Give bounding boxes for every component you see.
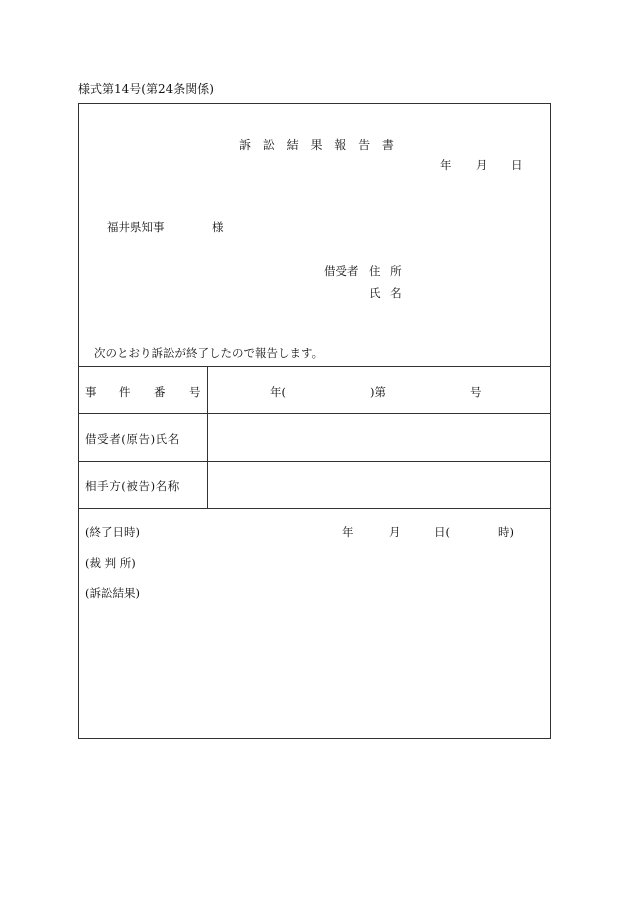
case-number-label-char-2: 件 — [119, 385, 131, 399]
row-divider-3 — [78, 508, 551, 509]
end-time-close: 時) — [498, 525, 514, 539]
end-date-month-label: 月 — [389, 525, 401, 539]
case-number-suffix: 号 — [470, 385, 482, 399]
defendant-name-label: 相手方(被告)名称 — [85, 479, 180, 493]
litigation-result-label: (訴訟結果) — [85, 586, 140, 600]
case-number-label-char-1: 事 — [85, 385, 97, 399]
row-divider-2 — [78, 461, 551, 462]
report-statement: 次のとおり訴訟が終了したので報告します。 — [94, 346, 324, 360]
date-year-label: 年 — [440, 158, 452, 172]
date-day-label: 日 — [511, 158, 523, 172]
case-number-label-char-4: 号 — [189, 385, 201, 399]
case-number-close-no: )第 — [370, 385, 386, 399]
court-label: (裁 判 所) — [85, 556, 136, 570]
table-column-divider — [207, 366, 208, 508]
borrower-name-label: 氏 名 — [369, 286, 405, 300]
form-frame — [78, 103, 551, 739]
case-number-label-char-3: 番 — [154, 385, 166, 399]
plaintiff-name-label: 借受者(原告)氏名 — [85, 432, 180, 446]
table-top-divider — [78, 366, 551, 367]
date-month-label: 月 — [476, 158, 488, 172]
end-date-day-open: 日( — [434, 525, 450, 539]
end-date-year-label: 年 — [342, 525, 354, 539]
case-number-year-open: 年( — [270, 385, 286, 399]
form-number-label: 様式第14号(第24条関係) — [78, 82, 214, 96]
row-divider-1 — [78, 413, 551, 414]
borrower-address-label: 住 所 — [369, 264, 405, 278]
end-datetime-label: (終了日時) — [85, 525, 140, 539]
addressee-name: 福井県知事 — [107, 220, 165, 234]
document-title: 訴 訟 結 果 報 告 書 — [239, 138, 398, 152]
borrower-role-label: 借受者 — [324, 264, 359, 278]
addressee-honorific: 様 — [212, 220, 224, 234]
